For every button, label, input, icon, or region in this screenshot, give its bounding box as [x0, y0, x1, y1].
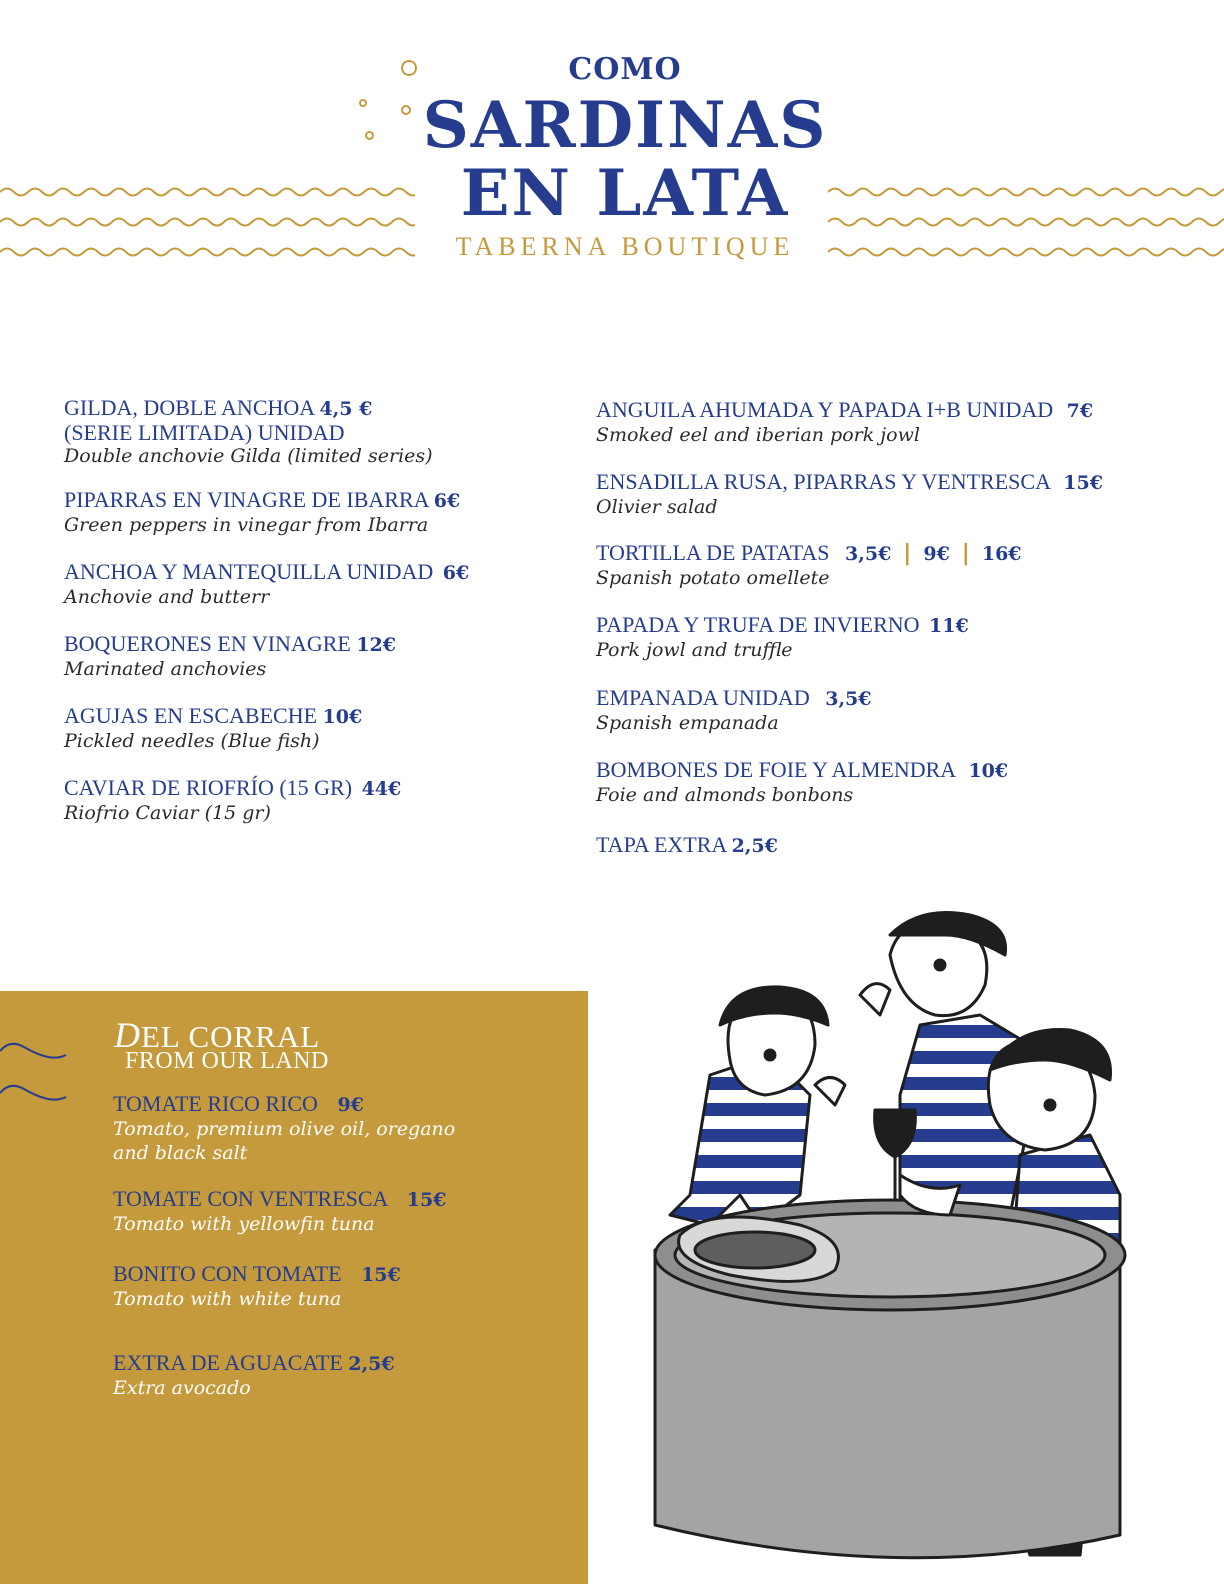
- item-price: 11€: [929, 615, 969, 637]
- section-subtitle: FROM OUR LAND: [125, 1048, 329, 1074]
- logo-subtitle: TABERNA BOUTIQUE: [455, 232, 795, 261]
- item-price: 15€: [1063, 472, 1103, 494]
- sardine-sailors-illustration: [650, 895, 1170, 1575]
- item-name: CAVIAR DE RIOFRÍO (15 GR): [64, 775, 353, 800]
- item-name-line2: (SERIE LIMITADA) UNIDAD: [64, 420, 345, 445]
- item-description: Spanish empanada: [596, 712, 779, 734]
- item-description-line2: and black salt: [113, 1142, 248, 1164]
- item-name: EXTRA DE AGUACATE: [113, 1350, 343, 1375]
- item-description: Tomato with yellowfin tuna: [113, 1213, 375, 1235]
- item-description: Extra avocado: [113, 1377, 251, 1399]
- section-title-rest: EL CORRAL: [141, 1019, 321, 1054]
- item-description: Foie and almonds bonbons: [596, 784, 854, 806]
- logo-title-line2: EN LATA: [460, 156, 790, 231]
- menu-item: [596, 833, 778, 858]
- item-price: 4,5 €: [319, 398, 373, 420]
- item-description: Anchovie and butterr: [64, 586, 270, 608]
- menu-item: [64, 560, 469, 609]
- item-price: 7€: [1066, 400, 1094, 422]
- item-price: 2,5€: [731, 835, 778, 857]
- item-name: BOQUERONES EN VINAGRE: [64, 631, 351, 656]
- item-price: 15€: [406, 1189, 447, 1211]
- item-price: 2,5€: [348, 1353, 395, 1375]
- item-price: 44€: [361, 778, 402, 800]
- item-name: TAPA EXTRA: [596, 832, 727, 857]
- item-description: Tomato with white tuna: [113, 1288, 342, 1310]
- item-price: 6€: [442, 562, 470, 584]
- item-price: 3,5€: [845, 543, 892, 565]
- item-price: 16€: [981, 543, 1022, 565]
- item-price: 9€: [923, 543, 950, 565]
- item-description: Olivier salad: [596, 496, 718, 518]
- item-description: Riofrio Caviar (15 gr): [64, 802, 271, 824]
- menu-item: [596, 686, 872, 735]
- item-description: Marinated anchovies: [64, 658, 267, 680]
- menu-item: [596, 470, 1103, 519]
- menu-item: [596, 541, 1022, 590]
- item-name: ENSADILLA RUSA, PIPARRAS Y VENTRESCA: [596, 469, 1050, 494]
- item-name: AGUJAS EN ESCABECHE: [64, 703, 318, 728]
- logo-como: COMO: [568, 52, 682, 87]
- menu-item: [64, 704, 362, 753]
- menu-item: [113, 1092, 455, 1165]
- menu-item: [64, 776, 401, 825]
- item-price: 12€: [356, 634, 396, 656]
- item-name: EMPANADA UNIDAD: [596, 685, 810, 710]
- item-name: BONITO CON TOMATE: [113, 1261, 342, 1286]
- menu-item: [113, 1351, 395, 1400]
- item-description: Green peppers in vinegar from Ibarra: [64, 514, 429, 536]
- menu-item: [596, 758, 1008, 807]
- item-price: 10€: [322, 706, 363, 728]
- menu-item: [64, 396, 433, 468]
- wave-decoration-icon: [0, 1035, 70, 1115]
- item-name: ANGUILA AHUMADA Y PAPADA I+B UNIDAD: [596, 397, 1054, 422]
- item-name: PAPADA Y TRUFA DE INVIERNO: [596, 612, 920, 637]
- item-description: Tomato, premium olive oil, oregano: [113, 1118, 456, 1140]
- item-price: 9€: [337, 1094, 364, 1116]
- item-description: Pork jowl and truffle: [596, 639, 793, 661]
- item-price: 6€: [433, 490, 461, 512]
- menu-item: [596, 613, 969, 662]
- section-title-initial: D: [114, 1015, 141, 1055]
- item-description: Spanish potato omellete: [596, 567, 830, 589]
- item-description: Double anchovie Gilda (limited series): [64, 445, 433, 467]
- item-name: TOMATE CON VENTRESCA: [113, 1186, 388, 1211]
- price-separator: |: [961, 541, 970, 566]
- item-name: TORTILLA DE PATATAS: [596, 540, 830, 565]
- item-name: BOMBONES DE FOIE Y ALMENDRA: [596, 757, 955, 782]
- item-name: PIPARRAS EN VINAGRE DE IBARRA: [64, 487, 429, 512]
- item-price: 15€: [361, 1264, 401, 1286]
- menu-item: [64, 632, 396, 681]
- logo-title-line1: SARDINAS: [422, 88, 828, 163]
- item-description: Pickled needles (Blue fish): [64, 730, 320, 752]
- item-name: TOMATE RICO RICO: [113, 1091, 318, 1116]
- item-name: ANCHOA Y MANTEQUILLA UNIDAD: [64, 559, 434, 584]
- item-price: 3,5€: [825, 688, 872, 710]
- item-description: Smoked eel and iberian pork jowl: [596, 424, 920, 446]
- item-price: 10€: [968, 760, 1009, 782]
- item-name: GILDA, DOBLE ANCHOA: [64, 395, 314, 420]
- menu-item: [113, 1262, 401, 1311]
- price-separator: |: [903, 541, 912, 566]
- menu-item: [113, 1187, 446, 1236]
- menu-item: [596, 398, 1093, 447]
- menu-header: [0, 0, 1224, 290]
- menu-item: [64, 488, 460, 537]
